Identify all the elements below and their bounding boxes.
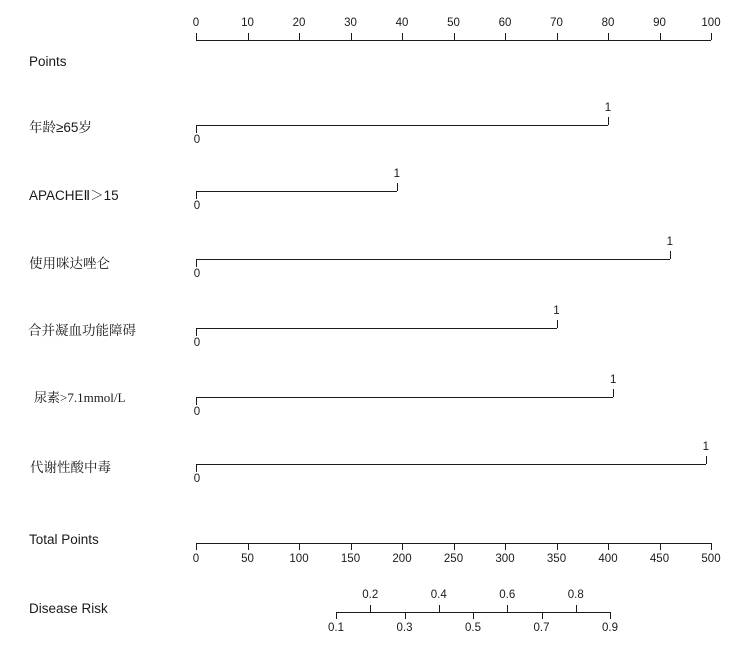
tick-predictor-1-1 bbox=[608, 117, 609, 125]
tick-predictor-2-1 bbox=[397, 183, 398, 191]
tick-label-total_points-8: 400 bbox=[598, 553, 618, 565]
tick-points-3 bbox=[351, 33, 352, 40]
value-label-2-1: 1 bbox=[393, 168, 401, 180]
tick-risk-lower-1 bbox=[405, 612, 406, 619]
tick-label-risk-upper-1: 0.4 bbox=[430, 589, 447, 601]
axis-predictor-6 bbox=[196, 464, 706, 465]
value-label-2-0: 0 bbox=[193, 200, 201, 212]
tick-risk-lower-4 bbox=[610, 612, 611, 619]
tick-label-points-1: 10 bbox=[241, 17, 254, 29]
tick-label-points-7: 70 bbox=[550, 17, 563, 29]
tick-label-total_points-1: 50 bbox=[241, 553, 254, 565]
tick-label-risk-upper-3: 0.8 bbox=[567, 589, 584, 601]
tick-points-7 bbox=[557, 33, 558, 40]
tick-risk-upper-0 bbox=[370, 605, 371, 612]
tick-label-points-6: 60 bbox=[498, 17, 512, 29]
tick-label-total_points-6: 300 bbox=[495, 553, 515, 565]
tick-label-total_points-9: 450 bbox=[649, 553, 670, 565]
row-label-3: 使用咪达唑仑 bbox=[29, 256, 110, 271]
value-label-6-1: 1 bbox=[702, 441, 710, 453]
row-label-6: 代谢性酸中毒 bbox=[30, 460, 111, 475]
axis-predictor-2 bbox=[196, 191, 397, 192]
tick-risk-upper-1 bbox=[439, 605, 440, 612]
tick-label-points-10: 100 bbox=[701, 17, 721, 29]
tick-label-points-2: 20 bbox=[292, 17, 306, 29]
tick-label-points-0: 0 bbox=[192, 17, 200, 29]
tick-points-8 bbox=[608, 33, 609, 40]
value-label-3-1: 1 bbox=[666, 236, 673, 248]
tick-label-risk-lower-1: 0.3 bbox=[396, 622, 413, 634]
tick-label-total_points-4: 200 bbox=[392, 553, 412, 565]
axis-predictor-5 bbox=[196, 397, 613, 398]
row-label-5: 尿素>7.1mmol/L bbox=[34, 390, 126, 405]
tick-risk-lower-0 bbox=[336, 612, 337, 619]
tick-label-risk-lower-4: 0.9 bbox=[602, 622, 618, 634]
tick-label-risk-lower-0: 0.1 bbox=[328, 622, 344, 634]
tick-total_points-1 bbox=[248, 543, 249, 550]
tick-points-9 bbox=[660, 33, 661, 40]
tick-label-total_points-3: 150 bbox=[340, 553, 361, 565]
tick-total_points-0 bbox=[196, 543, 197, 550]
tick-points-1 bbox=[248, 33, 249, 40]
tick-total_points-3 bbox=[351, 543, 352, 550]
tick-total_points-9 bbox=[660, 543, 661, 550]
tick-points-2 bbox=[299, 33, 300, 40]
tick-label-risk-lower-3: 0.7 bbox=[533, 622, 550, 634]
tick-predictor-6-1 bbox=[706, 456, 707, 464]
tick-predictor-4-0 bbox=[196, 328, 197, 336]
tick-points-5 bbox=[454, 33, 455, 40]
tick-total_points-7 bbox=[557, 543, 558, 550]
axis-predictor-4 bbox=[196, 328, 557, 329]
row-label-2: APACHEⅡ＞15 bbox=[29, 188, 119, 203]
tick-points-10 bbox=[711, 33, 712, 40]
tick-predictor-6-0 bbox=[196, 464, 197, 472]
row-label-1: 年龄≥65岁 bbox=[29, 120, 92, 135]
tick-predictor-4-1 bbox=[557, 320, 558, 328]
tick-predictor-5-0 bbox=[196, 397, 197, 405]
tick-risk-upper-3 bbox=[576, 605, 577, 612]
value-label-5-1: 1 bbox=[609, 374, 617, 386]
tick-label-points-8: 80 bbox=[601, 17, 615, 29]
tick-predictor-3-1 bbox=[670, 251, 671, 259]
tick-predictor-2-0 bbox=[196, 191, 197, 199]
tick-label-risk-upper-0: 0.2 bbox=[362, 589, 379, 601]
tick-label-total_points-7: 350 bbox=[546, 553, 567, 565]
tick-points-4 bbox=[402, 33, 403, 40]
row-label-0: Points bbox=[29, 54, 67, 69]
tick-label-points-9: 90 bbox=[653, 17, 666, 29]
tick-label-risk-lower-2: 0.5 bbox=[465, 622, 481, 634]
tick-risk-lower-2 bbox=[473, 612, 474, 619]
tick-points-0 bbox=[196, 33, 197, 40]
tick-label-total_points-5: 250 bbox=[443, 553, 464, 565]
tick-label-risk-upper-2: 0.6 bbox=[499, 589, 516, 601]
tick-predictor-5-1 bbox=[613, 389, 614, 397]
axis-predictor-1 bbox=[196, 125, 608, 126]
tick-total_points-8 bbox=[608, 543, 609, 550]
row-label-4: 合并凝血功能障碍 bbox=[28, 323, 136, 338]
value-label-4-1: 1 bbox=[553, 305, 560, 317]
tick-label-points-4: 40 bbox=[395, 17, 409, 29]
axis-predictor-3 bbox=[196, 259, 670, 260]
tick-label-total_points-10: 500 bbox=[701, 553, 721, 565]
tick-total_points-5 bbox=[454, 543, 455, 550]
row-label-7: Total Points bbox=[29, 532, 99, 547]
tick-predictor-1-0 bbox=[196, 125, 197, 133]
value-label-1-0: 0 bbox=[193, 134, 201, 146]
tick-total_points-4 bbox=[402, 543, 403, 550]
value-label-3-0: 0 bbox=[193, 268, 201, 280]
tick-label-points-3: 30 bbox=[344, 17, 357, 29]
tick-total_points-10 bbox=[711, 543, 712, 550]
tick-total_points-6 bbox=[505, 543, 506, 550]
tick-label-total_points-2: 100 bbox=[289, 553, 309, 565]
row-label-8: Disease Risk bbox=[29, 601, 108, 616]
tick-total_points-2 bbox=[299, 543, 300, 550]
value-label-6-0: 0 bbox=[193, 473, 201, 485]
tick-points-6 bbox=[505, 33, 506, 40]
tick-predictor-3-0 bbox=[196, 259, 197, 267]
tick-label-total_points-0: 0 bbox=[192, 553, 200, 565]
value-label-1-1: 1 bbox=[604, 102, 612, 114]
tick-label-points-5: 50 bbox=[447, 17, 460, 29]
tick-risk-lower-3 bbox=[542, 612, 543, 619]
axis-points bbox=[196, 40, 711, 41]
value-label-5-0: 0 bbox=[193, 406, 201, 418]
value-label-4-0: 0 bbox=[193, 337, 201, 349]
tick-risk-upper-2 bbox=[507, 605, 508, 612]
